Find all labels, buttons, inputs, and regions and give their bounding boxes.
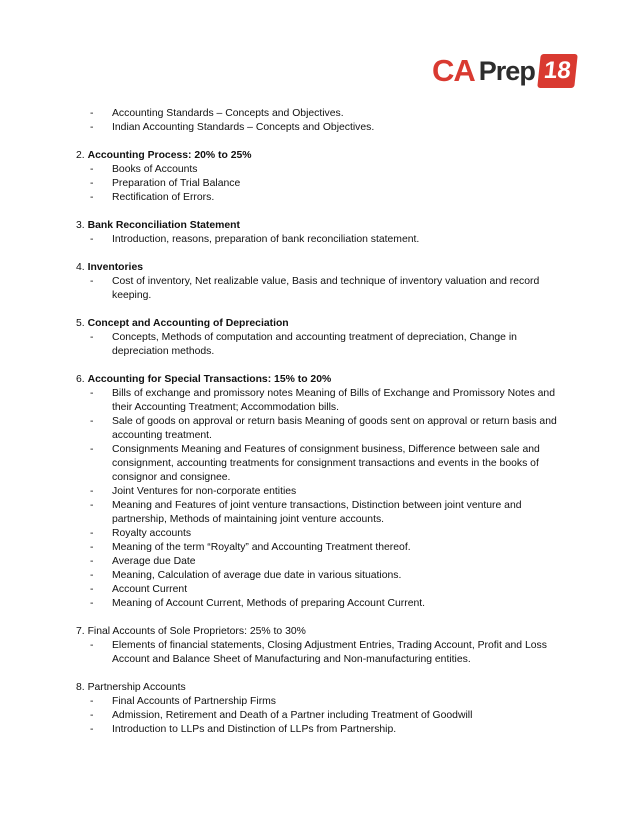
- list-item: - Final Accounts of Partnership Firms: [76, 695, 566, 709]
- logo-ca-text: CA: [432, 53, 475, 88]
- section-list: [76, 639, 566, 667]
- list-item: - Bills of exchange and promissory notes Meaning of Bills of Exchange and Promissory Notes and their Accounting Treatment; Accommodation bills.: [76, 387, 566, 415]
- section-inventories: [76, 261, 566, 303]
- section-title: Accounting Process: 20% to 25%: [87, 150, 252, 161]
- section-title: Bank Reconciliation Statement: [87, 220, 240, 231]
- section-number: 2.: [76, 150, 85, 161]
- section-heading: [76, 625, 566, 639]
- section-number: 3.: [76, 220, 85, 231]
- section-number: 7.: [76, 626, 85, 637]
- section-list: [76, 695, 566, 737]
- section-number: 4.: [76, 262, 85, 273]
- list-item: - Accounting Standards – Concepts and Objectives.: [76, 107, 566, 121]
- section-list: [76, 233, 566, 247]
- section-title: Concept and Accounting of Depreciation: [87, 318, 289, 329]
- list-item: - Rectification of Errors.: [76, 191, 566, 205]
- list-item: - Meaning of the term “Royalty” and Accounting Treatment thereof.: [76, 541, 566, 555]
- list-item: - Cost of inventory, Net realizable value, Basis and technique of inventory valuation and record keeping.: [76, 275, 566, 303]
- list-item: - Books of Accounts: [76, 163, 566, 177]
- list-item: - Meaning of Account Current, Methods of preparing Account Current.: [76, 597, 566, 611]
- section-title: Inventories: [87, 262, 143, 273]
- list-item: - Meaning and Features of joint venture transactions, Distinction between joint venture and partnership, Methods of maintaining joint venture accounts.: [76, 499, 566, 527]
- section-list: [76, 387, 566, 611]
- list-item: - Elements of financial statements, Closing Adjustment Entries, Trading Account, Profit and Loss Account and Balance Sheet of Manufacturing and Non-manufacturing entities.: [76, 639, 566, 667]
- list-item: - Average due Date: [76, 555, 566, 569]
- section-heading: [76, 219, 566, 233]
- list-item: - Consignments Meaning and Features of consignment business, Difference between sale and consignment, accounting treatments for consignment transactions and events in the books of consignor and consignee.: [76, 443, 566, 485]
- section-number: 6.: [76, 374, 85, 385]
- list-item: - Royalty accounts: [76, 527, 566, 541]
- list-item: - Account Current: [76, 583, 566, 597]
- section-accounting-process: [76, 149, 566, 205]
- list-item: - Concepts, Methods of computation and accounting treatment of depreciation, Change in depreciation methods.: [76, 331, 566, 359]
- caprep18-logo: [432, 52, 576, 90]
- section-list: [76, 331, 566, 359]
- section-special-transactions: [76, 373, 566, 611]
- section-bank-reconciliation: [76, 219, 566, 247]
- list-item: - Joint Ventures for non-corporate entities: [76, 485, 566, 499]
- section-title: Accounting for Special Transactions: 15% to 20%: [87, 374, 332, 385]
- section-heading: [76, 681, 566, 695]
- section-heading: [76, 317, 566, 331]
- syllabus-content: [76, 107, 566, 751]
- section-list: [76, 163, 566, 205]
- logo-prep-text: Prep: [478, 56, 535, 86]
- section-final-accounts: [76, 625, 566, 667]
- section-title: Partnership Accounts: [87, 682, 186, 693]
- list-item: - Admission, Retirement and Death of a Partner including Treatment of Goodwill: [76, 709, 566, 723]
- list-item: - Sale of goods on approval or return basis Meaning of goods sent on approval or return basis and accounting treatment.: [76, 415, 566, 443]
- section-heading: [76, 261, 566, 275]
- intro-section: [76, 107, 566, 135]
- section-heading: [76, 373, 566, 387]
- section-list: [76, 275, 566, 303]
- section-depreciation: [76, 317, 566, 359]
- list-item: - Indian Accounting Standards – Concepts and Objectives.: [76, 121, 566, 135]
- section-partnership: [76, 681, 566, 737]
- list-item: - Introduction, reasons, preparation of bank reconciliation statement.: [76, 233, 566, 247]
- section-number: 5.: [76, 318, 85, 329]
- section-number: 8.: [76, 682, 85, 693]
- list-item: - Introduction to LLPs and Distinction of LLPs from Partnership.: [76, 723, 566, 737]
- list-item: - Preparation of Trial Balance: [76, 177, 566, 191]
- logo-number-badge: 18: [537, 54, 577, 88]
- section-title: Final Accounts of Sole Proprietors: 25% to 30%: [87, 626, 306, 637]
- intro-list: [76, 107, 566, 135]
- list-item: - Meaning, Calculation of average due date in various situations.: [76, 569, 566, 583]
- section-heading: [76, 149, 566, 163]
